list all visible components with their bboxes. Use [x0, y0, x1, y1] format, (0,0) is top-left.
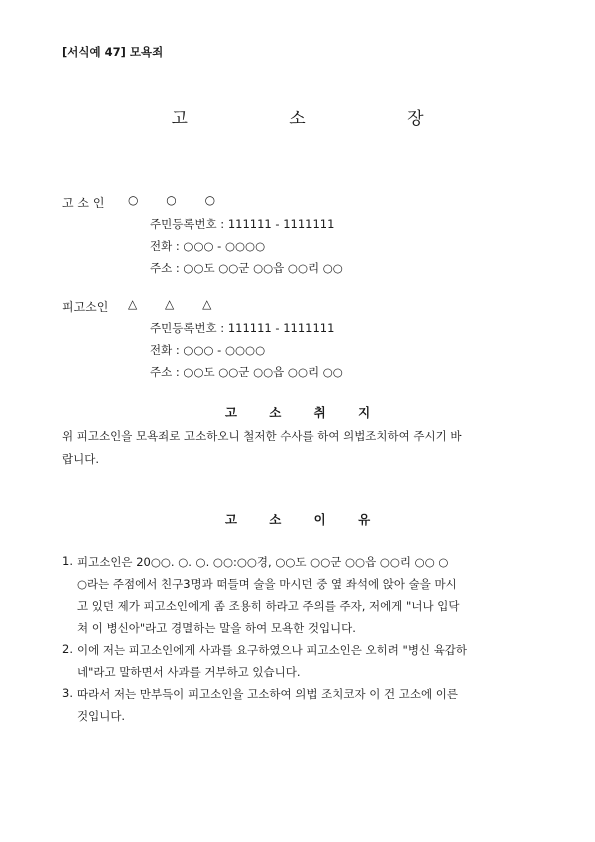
- accused-role: 피고소인: [62, 300, 109, 314]
- reasons-heading: 고 소 이 유: [224, 512, 385, 527]
- accused-name: △ △ △: [128, 297, 224, 311]
- reason-number: 1.: [62, 554, 73, 568]
- purpose-heading: 고 소 취 지: [224, 405, 385, 420]
- reason-number: 2.: [62, 642, 73, 656]
- complainant-resident-number: 주민등록번호 : 111111 - 1111111: [150, 217, 335, 231]
- purpose-line: 랍니다.: [62, 452, 99, 466]
- accused-resident-number: 주민등록번호 : 111111 - 1111111: [150, 321, 335, 335]
- reason-line: 고 있던 제가 피고소인에게 좀 조용히 하라고 주의를 주자, 저에게 "너나 입닥: [77, 599, 460, 613]
- reason-line: 네"라고 말하면서 사과를 거부하고 있습니다.: [77, 665, 301, 679]
- complainant-role: 고 소 인: [62, 196, 105, 210]
- reason-number: 3.: [62, 686, 73, 700]
- complainant-phone: 전화 : ○○○ - ○○○○: [150, 239, 266, 253]
- accused-phone: 전화 : ○○○ - ○○○○: [150, 343, 266, 357]
- document-title: 고 소 장: [171, 109, 472, 129]
- complainant-address: 주소 : ○○도 ○○군 ○○읍 ○○리 ○○: [150, 261, 343, 275]
- form-label: [서식예 47] 모욕죄: [62, 45, 164, 59]
- reason-line: 것입니다.: [77, 709, 126, 723]
- reason-line: 쳐 이 병신아"라고 경멸하는 말을 하여 모욕한 것입니다.: [77, 621, 356, 635]
- reason-line: 피고소인은 20○○. ○. ○. ○○:○○경, ○○도 ○○군 ○○읍 ○○리 ○○ ○: [77, 555, 449, 569]
- reason-line: 따라서 저는 만부득이 피고소인을 고소하여 의법 조치코자 이 건 고소에 이른: [77, 687, 458, 701]
- reason-line: 이에 저는 피고소인에게 사과를 요구하였으나 피고소인은 오히려 "병신 육갑하: [77, 643, 468, 657]
- purpose-line: 위 피고소인을 모욕죄로 고소하오니 철저한 수사를 하여 의법조치하여 주시기 바: [62, 429, 462, 443]
- complainant-name: ○ ○ ○: [128, 193, 228, 207]
- reason-line: ○라는 주점에서 친구3명과 떠들며 술을 마시던 중 옆 좌석에 앉아 술을 마시: [77, 577, 457, 591]
- accused-address: 주소 : ○○도 ○○군 ○○읍 ○○리 ○○: [150, 365, 343, 379]
